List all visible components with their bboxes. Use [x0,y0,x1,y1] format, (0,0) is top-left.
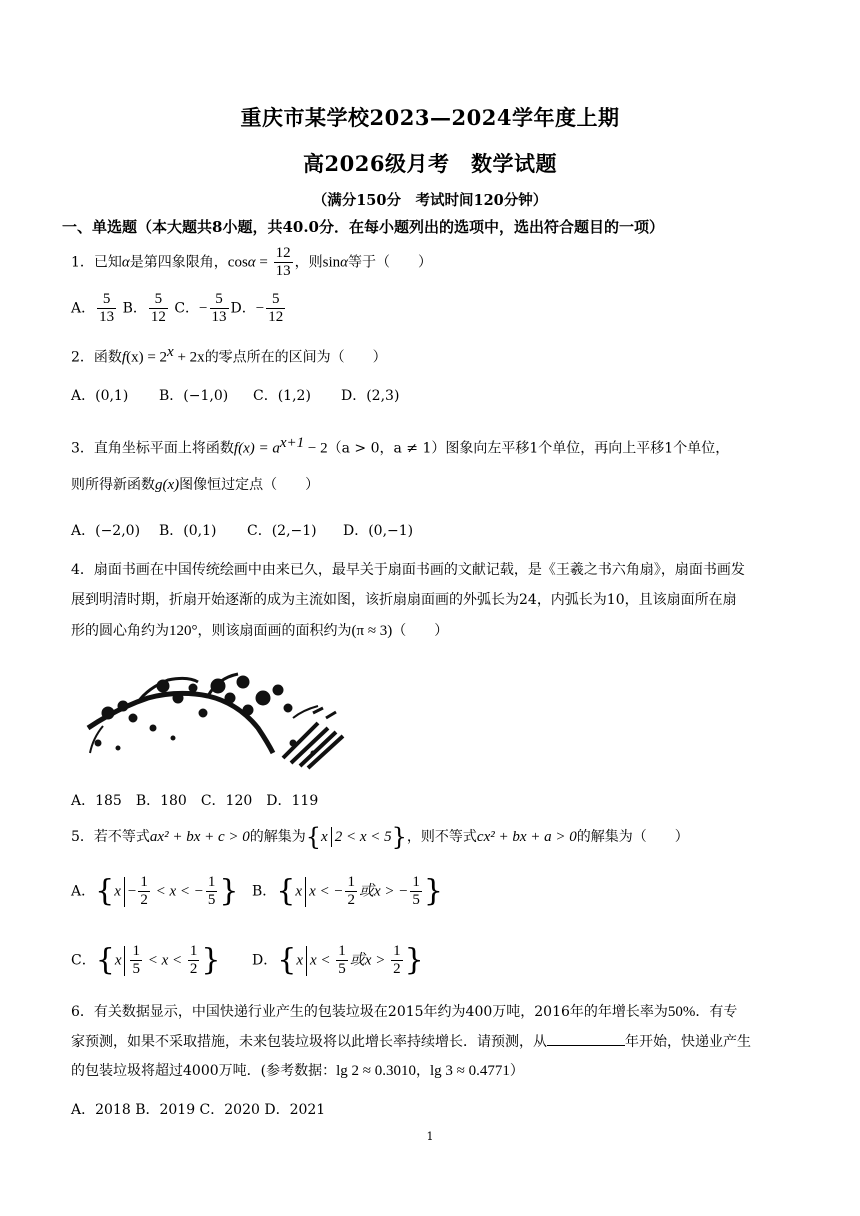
q6-text2: ．有专 [695,1004,738,1020]
q1-option-a: $\frac{5}{13}$ [99,291,115,325]
q3-text2: 图象向左平移1个单位，再向上平移1个单位， [445,440,730,457]
q5-inequality-2: cx² + bx + a > 0 [476,829,577,845]
q3-text3: 则所得新函数 [71,477,155,493]
q5-set-condition: 2 < x < 5 [334,829,392,845]
q5-prefix: 5．若不等式 [71,829,150,845]
q1-option-a-label: A． [71,300,96,317]
q6-text5: 的包装垃圾将超过4000万吨．(参考数据： [71,1063,337,1079]
q2-option-c: C．(1,2) [253,388,311,404]
exam-title-line2: 高2026级月考 数学试题 [303,151,557,176]
question-2-stem [71,342,387,368]
q2-option-a: A．(0,1) [71,388,129,404]
question-1-options: A． $\frac{5}{13}$ B． $\frac{5}{12}$ C．− $\frac{5}{13}$ D．− $\frac{5}{12}$ [71,291,284,325]
q5-text1: 的解集为 [249,829,306,845]
q4-angle: 120° [169,623,198,639]
q1-option-c: $\frac{5}{13}$ [211,291,227,325]
q3-option-b: B．(0,1) [159,523,217,539]
q1-option-d-label: D． [230,300,256,317]
q2-prefix: 2．函数 [71,349,122,366]
exam-subtitle: （满分150分 考试时间120分钟） [312,192,548,209]
q3-func-rest: − 2 [304,440,328,457]
question-6-line1 [71,1002,737,1022]
q6-growth-rate: 50% [667,1004,696,1020]
q1-cos: cos [227,254,248,271]
question-3-stem-line2 [71,475,319,495]
q1-text2: ，则 [294,254,323,271]
q3-option-c: C．(2,−1) [247,523,317,539]
q3-option-d: D．(0,−1) [343,523,414,539]
q1-fraction: $\frac{12}{13}$ [275,245,291,279]
question-6-line2 [71,1031,751,1052]
q5-text2: ，则不等式 [406,829,477,845]
q4-text3: （ ） [392,623,449,639]
q1-option-d: $\frac{5}{12}$ [268,291,284,325]
q3-text4: 图像恒过定点（ ） [179,477,320,493]
q6-answer-blank[interactable] [547,1031,625,1046]
exam-title-line1: 重庆市某学校2023—2024学年度上期 [240,105,620,130]
q6-text1: 6．有关数据显示，中国快递行业产生的包装垃圾在2015年约为400万吨，2016年的年增长率为 [71,1004,668,1020]
question-4-line1: 4．扇面书画在中国传统绘画中由来已久，最早关于扇面书画的文献记载，是《王羲之书六角扇》，扇面书画发 [71,562,745,578]
q6-text4: 年开始，快递业产生 [625,1034,751,1050]
q1-sin: sin [322,254,341,271]
q1-equals: = [255,254,272,271]
q5-text3: 的解集为（ ） [576,829,689,845]
q1-option-b: $\frac{5}{12}$ [150,291,166,325]
question-2-options [71,386,399,406]
question-4-options: A．185 B．180 C．120 D．119 [71,793,319,809]
q3-exponent: x+1 [279,435,305,451]
q4-pi-approx: (π ≈ 3) [351,623,393,639]
q6-lg3: lg 3 ≈ 0.4771 [430,1063,510,1079]
question-5-stem: 5．若不等式ax² + bx + c > 0的解集为{x 2 < x < 5}，则不等式cx² + bx + a > 0的解集为（ ） [71,823,689,851]
q2-exponent: x [167,344,174,360]
question-6-options: A．2018 B．2019 C．2020 D．2021 [71,1102,326,1118]
q6-text3: 家预测，如果不采取措施，未来包装垃圾将以此增长率持续增长．请预测，从 [71,1034,547,1050]
q6-lg2: lg 2 ≈ 0.3010 [336,1063,416,1079]
fan-painting-image [78,668,360,773]
q5-inequality-1: ax² + bx + c > 0 [149,829,250,845]
question-5-option-a: A．{x − $\frac{1}{2}$ < x < − $\frac{1}{5}$ } [71,873,239,909]
q2-func-rest: + 2x [173,349,205,366]
q1-alpha2: α [247,254,256,271]
q3-option-a: A．(−2,0) [71,523,141,539]
page-number: 1 [426,1130,434,1143]
q2-text: 的零点所在的区间为（ ） [204,349,387,366]
q1-alpha3: α [340,254,349,271]
question-5-option-c: C．{x $\frac{1}{5}$ < x < $\frac{1}{2}$ } [71,942,221,978]
question-3-stem-line1 [71,433,729,459]
q1-text3: 等于（ ） [348,254,433,271]
q2-option-b: B．(−1,0) [159,388,229,404]
question-6-line3: 的包装垃圾将超过4000万吨．(参考数据：lg 2 ≈ 0.3010，lg 3 ≈ 0.4771） [71,1063,524,1079]
question-4-line3 [71,621,448,641]
q1-option-c-label: C． [174,300,200,317]
q4-text1: 形的圆心角约为 [71,623,169,639]
q1-option-b-label: B． [122,300,147,317]
question-5-option-b: B．{x x < − $\frac{1}{2}$ 或x > − $\frac{1}{5}$ } [252,873,443,909]
question-1-stem [71,245,432,280]
q1-text1: 是第四象限角， [129,254,228,271]
q2-func-arg: (x) = 2 [126,349,168,366]
q3-condition: （a > 0，a ≠ 1） [327,440,446,457]
q5-set-var: x [321,829,328,845]
q2-option-d: D．(2,3) [341,388,400,404]
q4-text2: ，则该扇面画的面积约为 [197,623,352,639]
section-heading-single-choice: 一、单选题（本大题共8小题，共40.0分．在每小题列出的选项中，选出符合题目的一项） [62,218,664,236]
q1-alpha: α [121,254,130,271]
q2-func-name: f [121,349,127,366]
q3-func: f(x) = a [233,440,280,457]
question-5-option-d: D．{x x < $\frac{1}{5}$ 或x > $\frac{1}{2}$ } [252,942,424,978]
question-4-line2: 展到明清时期，折扇开始逐渐的成为主流如图，该折扇扇面画的外弧长为24，内弧长为10，且该扇面所在扇 [71,592,737,608]
question-3-options [71,521,413,541]
q3-g-func: g(x) [155,477,180,493]
q1-prefix: 1．已知 [71,254,122,271]
q3-text1: 3．直角坐标平面上将函数 [71,440,234,457]
